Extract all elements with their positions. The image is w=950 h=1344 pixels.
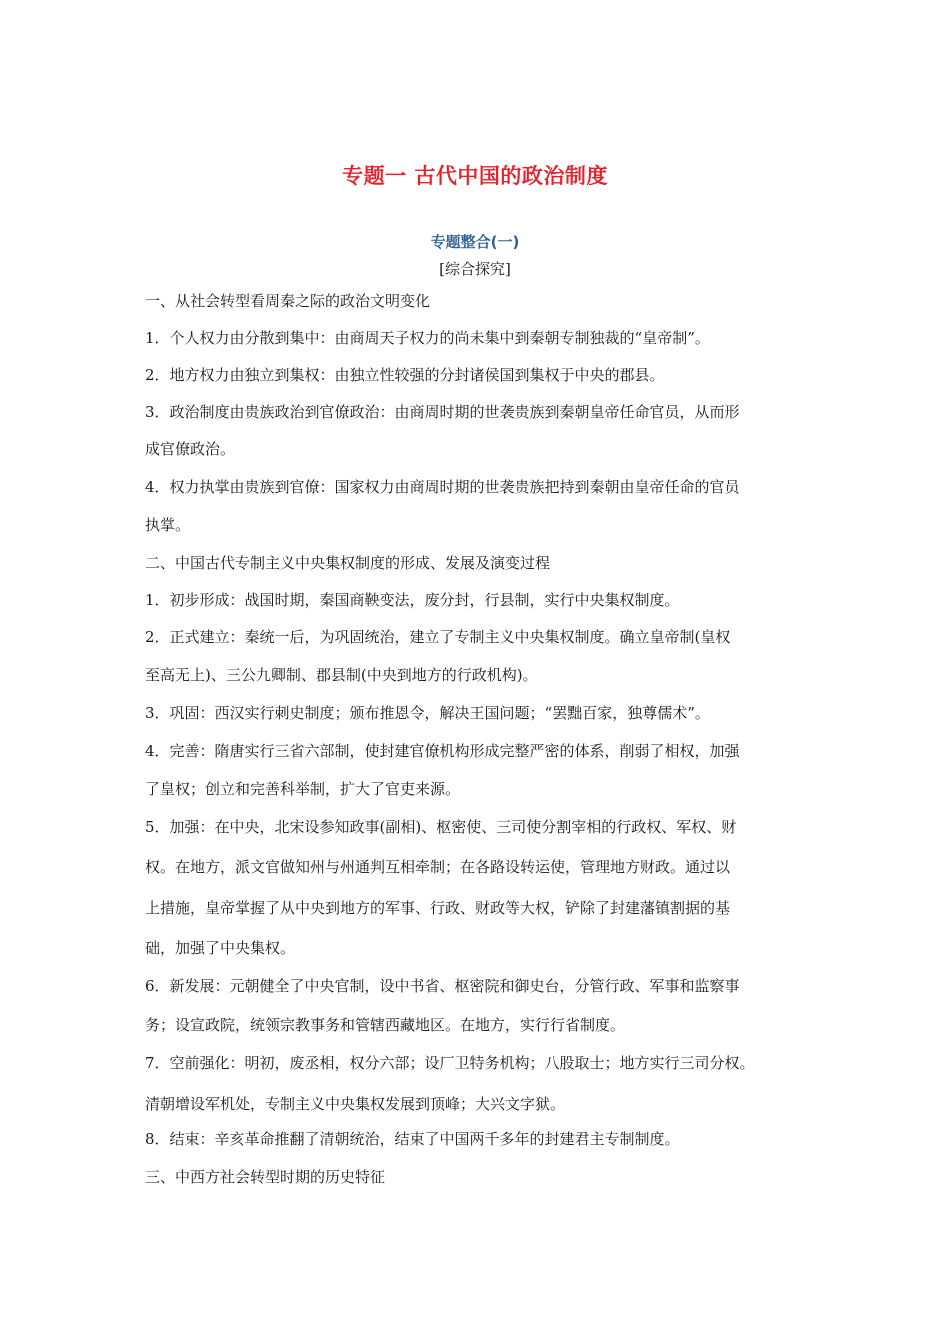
paragraph-line: 至高无上)、三公九卿制、郡县制(中央到地方的行政机构)。 (145, 666, 538, 684)
paragraph-line: 清朝增设军机处，专制主义中央集权发展到顶峰；大兴文字狱。 (145, 1095, 566, 1113)
paragraph-line: 础，加强了中央集权。 (145, 939, 296, 957)
heading-1: 一、从社会转型看周秦之际的政治文明变化 (145, 292, 431, 310)
paragraph-line: 3．政治制度由贵族政治到官僚政治：由商周时期的世袭贵族到秦朝皇帝任命官员，从而形 (145, 403, 740, 421)
heading-3: 三、中西方社会转型时期的历史特征 (145, 1168, 386, 1186)
paragraph-line: 6．新发展：元朝健全了中央官制，设中书省、枢密院和御史台，分管行政、军事和监察事 (145, 977, 740, 995)
paragraph-line: 2．正式建立：秦统一后，为巩固统治，建立了专制主义中央集权制度。确立皇帝制(皇权 (145, 628, 731, 646)
paragraph-line: 1．初步形成：战国时期，秦国商鞅变法，废分封，行县制，实行中央集权制度。 (145, 591, 680, 609)
paragraph-line: 务；设宣政院，统领宗教事务和管辖西藏地区。在地方，实行行省制度。 (145, 1016, 626, 1034)
section-subtitle: 专题整合(一) (430, 233, 520, 251)
paragraph-line: 权。在地方，派文官做知州与州通判互相牵制；在各路设转运使，管理地方财政。通过以 (145, 858, 731, 876)
paragraph-line: 执掌。 (145, 516, 191, 534)
paragraph-line: 成官僚政治。 (145, 440, 236, 458)
paragraph-line: 8．结束：辛亥革命推翻了清朝统治，结束了中国两千多年的封建君主专制制度。 (145, 1130, 680, 1148)
paragraph-line: 1．个人权力由分散到集中：由商周天子权力的尚未集中到秦朝专制独裁的“皇帝制”。 (145, 329, 710, 347)
paragraph-line: 上措施，皇帝掌握了从中央到地方的军事、行政、财政等大权，铲除了封建藩镇割据的基 (145, 899, 731, 917)
paragraph-line: 了皇权；创立和完善科举制，扩大了官吏来源。 (145, 780, 461, 798)
paragraph-line: 3．巩固：西汉实行刺史制度；颁布推恩令，解决王国问题；“罢黜百家，独尊儒术”。 (145, 704, 710, 722)
paragraph-line: 4．权力执掌由贵族到官僚：国家权力由商周时期的世袭贵族把持到秦朝由皇帝任命的官员 (145, 478, 740, 496)
paragraph-line: 7．空前强化：明初，废丞相，权分六部；设厂卫特务机构；八股取士；地方实行三司分权。 (145, 1054, 755, 1072)
paragraph-line: 5．加强：在中央，北宋设参知政事(副相)、枢密使、三司使分割宰相的行政权、军权、财 (145, 818, 737, 836)
paragraph-line: 4．完善：隋唐实行三省六部制，使封建官僚机构形成完整严密的体系，削弱了相权，加强 (145, 742, 740, 760)
paragraph-line: 2．地方权力由独立到集权：由独立性较强的分封诸侯国到集权于中央的郡县。 (145, 366, 665, 384)
heading-2: 二、中国古代专制主义中央集权制度的形成、发展及演变过程 (145, 554, 551, 572)
section-tag: [综合探究] (439, 260, 511, 278)
document-title: 专题一 古代中国的政治制度 (342, 164, 608, 188)
